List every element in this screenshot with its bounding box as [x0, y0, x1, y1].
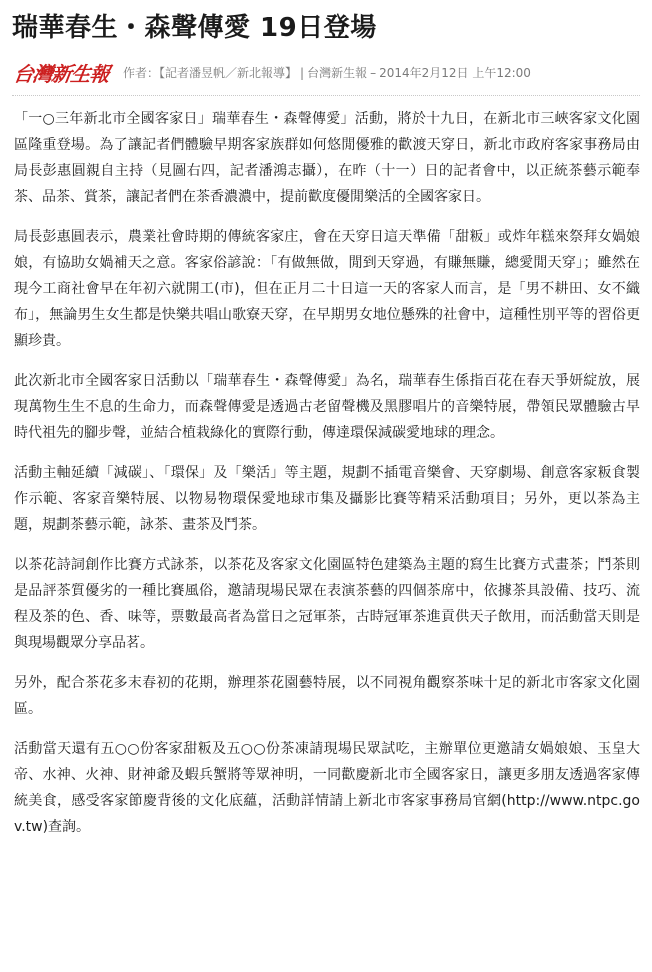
- publish-date: 2014年2月12日 上午12:00: [379, 65, 531, 80]
- byline: [123, 64, 531, 81]
- article-paragraph: 以茶花詩詞創作比賽方式詠茶，以茶花及客家文化園區特色建築為主題的寫生比賽方式畫茶；鬥茶則是品評茶質優劣的一種比賽風俗，邀請現場民眾在表演茶藝的四個茶席中，依據茶具設備、技巧、流程及茶的色、香、味等，票數最高者為當日之冠軍茶，古時冠軍茶進貢供天子飲用，而活動當天則是與現場觀眾分享品茗。: [14, 557, 640, 651]
- article-paragraph: 活動主軸延續「減碳」、「環保」及「樂活」等主題，規劃不插電音樂會、天穿劇場、創意客家粄食製作示範、客家音樂特展、以物易物環保愛地球市集及攝影比賽等精采活動項目；另外，更以茶為主題，規劃茶藝示範，詠茶、畫茶及鬥茶。: [14, 465, 640, 533]
- article-body: [14, 106, 640, 854]
- article-paragraph: 另外，配合茶花多末春初的花期，辦理茶花園藝特展，以不同視角觀察茶味十足的新北市客家文化園區。: [14, 675, 640, 717]
- article-meta: [14, 58, 640, 86]
- article-paragraph: 「一○三年新北市全國客家日」瑞華春生・森聲傳愛」活動，將於十九日，在新北市三峽客家文化園區隆重登場。為了讓記者們體驗早期客家族群如何悠閒優雅的歡渡天穿日，新北市政府客家事務局由局長彭惠圓親自主持（見圖右四，記者潘鴻志攝），在昨（十一）日的記者會中，以正統茶藝示範奉茶、品茶、賞茶，讓記者們在茶香濃濃中，提前歡度優閒樂活的全國客家日。: [14, 111, 640, 205]
- newspaper-logo: 台灣新生報: [12, 61, 111, 86]
- byline-separator: |: [300, 65, 305, 80]
- byline-dash: –: [370, 65, 377, 80]
- article-paragraph: 此次新北市全國客家日活動以「瑞華春生・森聲傳愛」為名，瑞華春生係指百花在春天爭妍綻放，展現萬物生生不息的生命力，而森聲傳愛是透過古老留聲機及黑膠唱片的音樂特展，帶領民眾體驗古早時代祖先的腳步聲，並結合植栽綠化的實際行動，傳達環保減碳愛地球的理念。: [14, 373, 640, 441]
- publication-name: 台灣新生報: [307, 65, 368, 80]
- article-paragraph: 局長彭惠圓表示，農業社會時期的傳統客家庄，會在天穿日這天準備「甜粄」或炸年糕來祭拜女媧娘娘，有協助女媧補天之意。客家俗諺說：「有做無做，閒到天穿過，有賺無賺，總愛閒天穿」；雖然在現今工商社會早在年初六就開工(市)，但在正月二十日這一天的客家人而言，是「男不耕田、女不織布」，無論男生女生都是快樂共唱山歌寮天穿，在早期男女地位懸殊的社會中，這種性別平等的習俗更顯珍貴。: [14, 229, 640, 349]
- article-headline: 瑞華春生・森聲傳愛 19日登場: [12, 13, 377, 43]
- author-label: 作者：: [123, 65, 160, 80]
- author-name: 【記者潘昱帆／新北報導】: [159, 65, 298, 80]
- article-paragraph: 活動當天還有五○○份客家甜粄及五○○份茶凍請現場民眾試吃，主辦單位更邀請女媧娘娘、玉皇大帝、水神、火神、財神爺及蝦兵蟹將等眾神明，一同歡慶新北市全國客家日，讓更多朋友透過客家傳統美食，感受客家節慶背後的文化底蘊，活動詳情請上新北市客家事務局官網(http://www.ntpc.gov.tw)查詢。: [14, 741, 640, 835]
- meta-divider: [12, 95, 640, 96]
